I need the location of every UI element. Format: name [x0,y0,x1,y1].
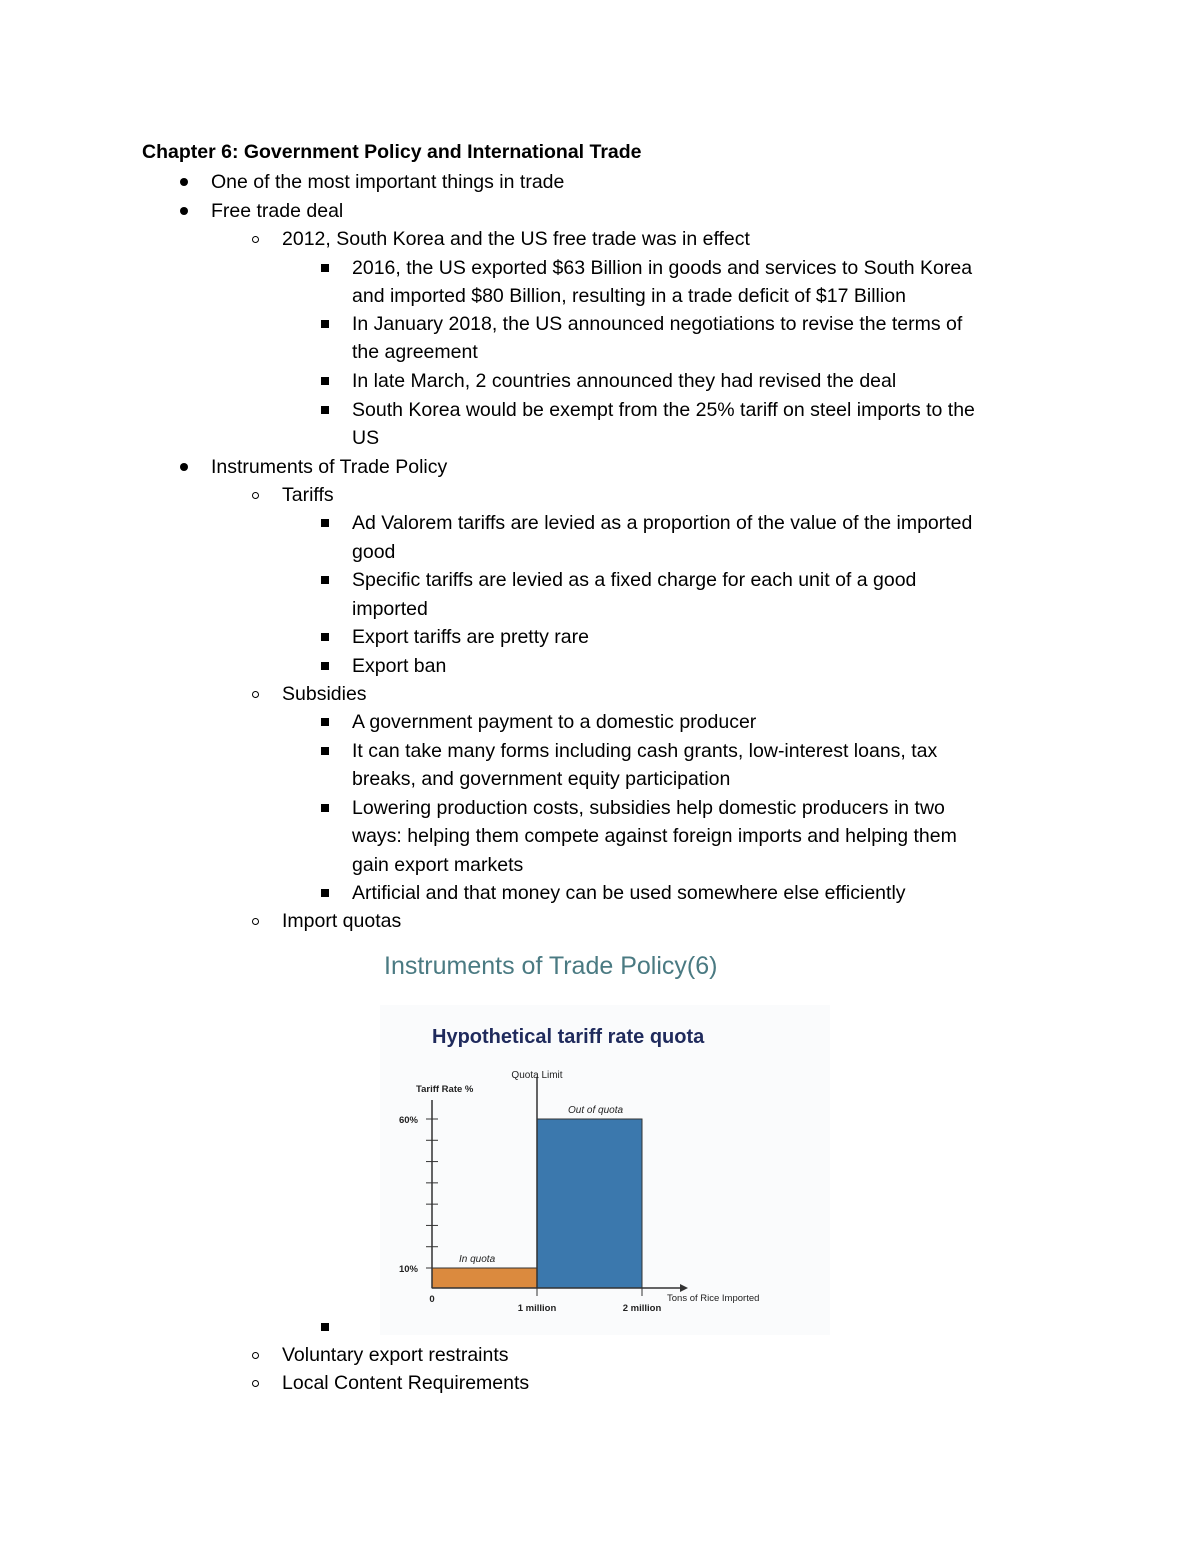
x-tick-label: 0 [429,1294,435,1305]
list-item-text: 2012, South Korea and the US free trade was in effect [282,228,750,250]
bullet-circle-icon [248,1369,262,1397]
bullet-square-icon [318,737,332,765]
tariff-quota-chart [380,1005,830,1335]
x-tick-label: 2 million [622,1303,662,1314]
list-item-text: Voluntary export restraints [282,1344,509,1366]
list-item-text: Export tariffs are pretty rare [352,626,589,648]
chart-title: Hypothetical tariff rate quota [432,1026,705,1048]
bullet-circle-icon [248,1341,262,1369]
bullet-disc-icon [177,453,191,481]
bullet-square-icon [318,254,332,282]
list-item-text: the agreement [352,341,478,363]
list-item-text: Subsidies [282,683,367,705]
list-item-text: South Korea would be exempt from the 25% tariff on steel imports to the [352,399,975,421]
y-tick-label: 60% [398,1115,418,1126]
list-item-text: Local Content Requirements [282,1372,530,1394]
bullet-disc-icon [177,197,191,225]
list-item-text: US [352,427,380,449]
bullet-square-icon [318,396,332,424]
in-quota-label: In quota [459,1254,496,1265]
list-item-text: Artificial and that money can be used somewhere else efficiently [352,882,906,904]
x-tick-label: 1 million [517,1303,557,1314]
list-item-text: and imported $80 Billion, resulting in a trade deficit of $17 Billion [352,285,906,307]
list-item-text: breaks, and government equity participation [352,768,731,790]
bullet-circle-icon [248,907,262,935]
list-item-text: Specific tariffs are levied as a fixed charge for each unit of a good [352,569,917,591]
list-item-text: One of the most important things in trade [211,171,565,193]
list-item-text: Tariffs [282,484,334,506]
list-item-text: It can take many forms including cash grants, low-interest loans, tax [352,740,938,762]
out-of-quota-label: Out of quota [568,1105,624,1116]
y-axis-label: Tariff Rate % [416,1084,474,1095]
chart-container [380,1005,830,1335]
bullet-circle-icon [248,481,262,509]
page-title: Chapter 6: Government Policy and International Trade [142,141,642,163]
list-item-text: gain export markets [352,854,524,876]
list-item-text: good [352,541,396,563]
quota-limit-label: Quota Limit [511,1070,563,1081]
y-tick-label: 10% [398,1264,418,1275]
bullet-square-icon [318,509,332,537]
bar-out-of-quota [537,1119,642,1288]
bullet-square-icon [318,794,332,822]
bullet-square-icon [318,623,332,651]
list-item-text: Free trade deal [211,200,344,222]
bullet-square-icon [318,1313,332,1341]
list-item-text: 2016, the US exported $63 Billion in goods and services to South Korea [352,257,973,279]
list-item-text: Instruments of Trade Policy [211,456,448,478]
list-item-text: A government payment to a domestic producer [352,711,757,733]
bullet-circle-icon [248,225,262,253]
list-item-text: Lowering production costs, subsidies help domestic producers in two [352,797,945,819]
bullet-square-icon [318,879,332,907]
bullet-square-icon [318,566,332,594]
list-item-text: ways: helping them compete against foreign imports and helping them [352,825,957,847]
list-item-text: In late March, 2 countries announced they had revised the deal [352,370,897,392]
x-axis-arrow-icon [680,1284,688,1292]
bar-in-quota [432,1268,537,1288]
list-item-text: imported [352,598,428,620]
slide-title: Instruments of Trade Policy(6) [384,952,718,980]
x-axis-label: Tons of Rice Imported [667,1293,760,1304]
list-item-text: Import quotas [282,910,402,932]
list-item-text: In January 2018, the US announced negotiations to revise the terms of [352,313,963,335]
list-item-text: Export ban [352,655,447,677]
bullet-square-icon [318,652,332,680]
bullet-square-icon [318,367,332,395]
bullet-circle-icon [248,680,262,708]
bullet-square-icon [318,310,332,338]
bullet-square-icon [318,708,332,736]
bullet-disc-icon [177,168,191,196]
list-item-text: Ad Valorem tariffs are levied as a proportion of the value of the imported [352,512,973,534]
